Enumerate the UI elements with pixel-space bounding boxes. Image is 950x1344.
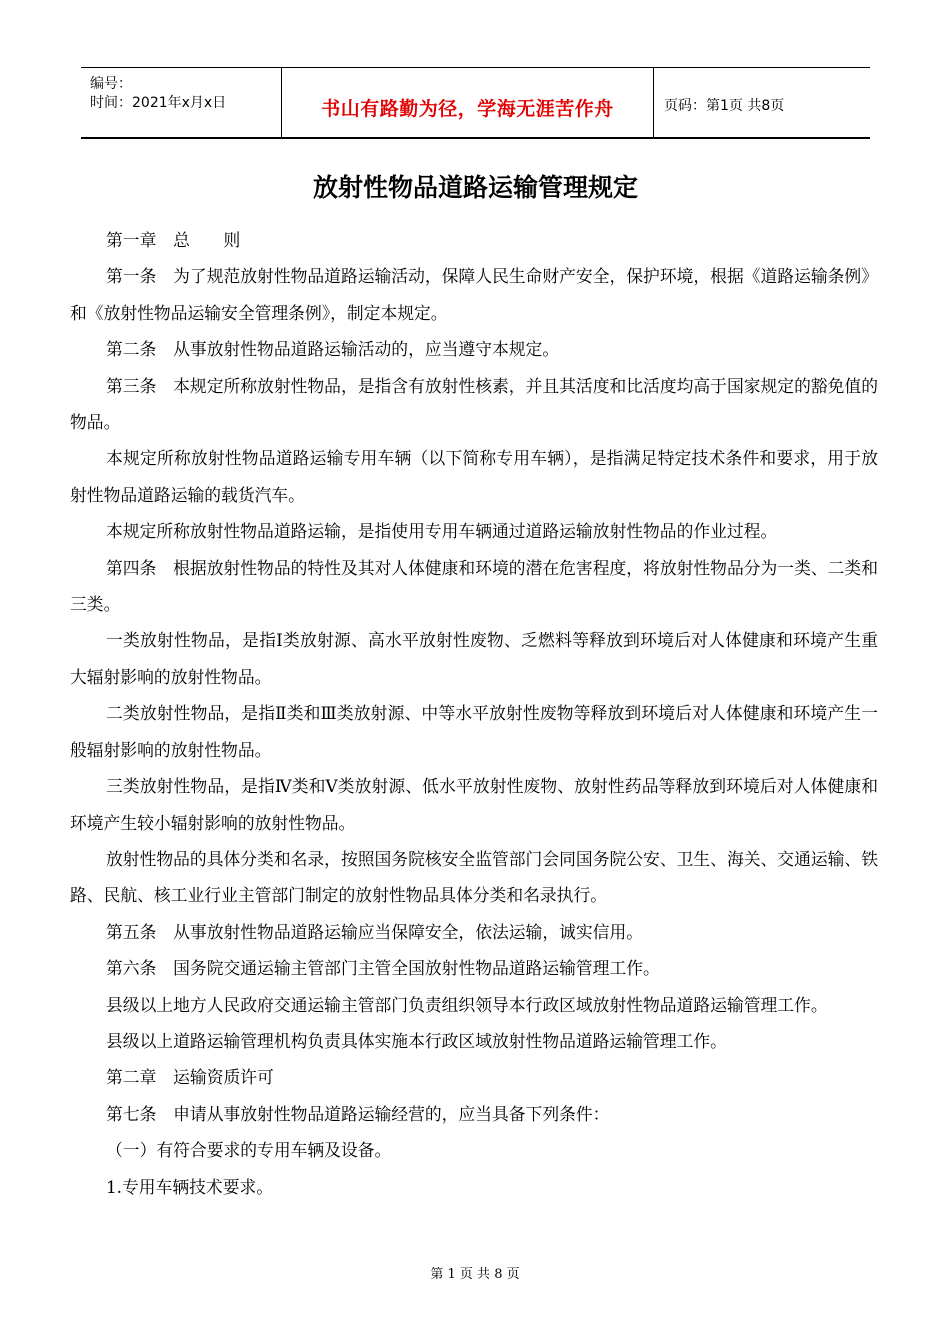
paragraph: 1.专用车辆技术要求。 <box>106 1176 274 1197</box>
document-number-label: 编号： <box>90 76 132 92</box>
paragraph: 二类放射性物品，是指Ⅱ类和Ⅲ类放射源、中等水平放射性废物等释放到环境后对人体健康和环境产生一般辐射影响的放射性物品。 <box>70 703 878 760</box>
paragraph: 县级以上地方人民政府交通运输主管部门负责组织领导本行政区域放射性物品道路运输管理工作。 <box>106 994 828 1015</box>
page-footer: 第 1 页 共 8 页 <box>430 1267 520 1282</box>
paragraph: 本规定所称放射性物品道路运输专用车辆（以下简称专用车辆），是指满足特定技术条件和要求，用于放射性物品道路运输的载货汽车。 <box>70 448 878 505</box>
header-motto: 书山有路勤为径，学海无涯苦作舟 <box>321 98 614 120</box>
header-meta-cell <box>81 68 282 137</box>
paragraph: 第五条 从事放射性物品道路运输应当保障安全，依法运输，诚实信用。 <box>106 921 644 942</box>
paragraph: 放射性物品的具体分类和名录，按照国务院核安全监管部门会同国务院公安、卫生、海关、交通运输、铁路、民航、核工业行业主管部门制定的放射性物品具体分类和名录执行。 <box>70 848 878 906</box>
document-title: 放射性物品道路运输管理规定 <box>312 173 638 202</box>
paragraph: 第四条 根据放射性物品的特性及其对人体健康和环境的潜在危害程度，将放射性物品分为一类、二类和三类。 <box>70 557 878 615</box>
header-motto-cell <box>282 68 654 137</box>
paragraph: 一类放射性物品，是指Ⅰ类放射源、高水平放射性废物、乏燃料等释放到环境后对人体健康和环境产生重大辐射影响的放射性物品。 <box>70 630 878 687</box>
paragraph: 第一条 为了规范放射性物品道路运输活动，保障人民生命财产安全，保护环境，根据《道路运输条例》和《放射性物品运输安全管理条例》，制定本规定。 <box>70 266 878 323</box>
paragraph: 第二条 从事放射性物品道路运输活动的，应当遵守本规定。 <box>106 339 560 360</box>
paragraph: 第六条 国务院交通运输主管部门主管全国放射性物品道路运输管理工作。 <box>106 958 660 979</box>
document-body <box>70 222 878 1205</box>
document-date-label: 时间：2021年x月x日 <box>90 95 227 111</box>
header-page-info: 页码：第1页 共8页 <box>664 98 785 114</box>
page-header <box>81 67 870 139</box>
paragraph: 三类放射性物品，是指Ⅳ类和Ⅴ类放射源、低水平放射性废物、放射性药品等释放到环境后对人体健康和环境产生较小辐射影响的放射性物品。 <box>70 776 878 833</box>
header-page-cell <box>654 68 870 137</box>
paragraph: 县级以上道路运输管理机构负责具体实施本行政区域放射性物品道路运输管理工作。 <box>106 1030 727 1051</box>
paragraph: 第二章 运输资质许可 <box>106 1067 274 1088</box>
paragraph: 第七条 申请从事放射性物品道路运输经营的，应当具备下列条件： <box>106 1103 610 1124</box>
paragraph: 本规定所称放射性物品道路运输，是指使用专用车辆通过道路运输放射性物品的作业过程。 <box>106 521 778 542</box>
paragraph: （一）有符合要求的专用车辆及设备。 <box>106 1140 392 1161</box>
paragraph: 第一章 总 则 <box>106 230 241 250</box>
paragraph: 第三条 本规定所称放射性物品，是指含有放射性核素，并且其活度和比活度均高于国家规定的豁免值的物品。 <box>70 375 878 433</box>
